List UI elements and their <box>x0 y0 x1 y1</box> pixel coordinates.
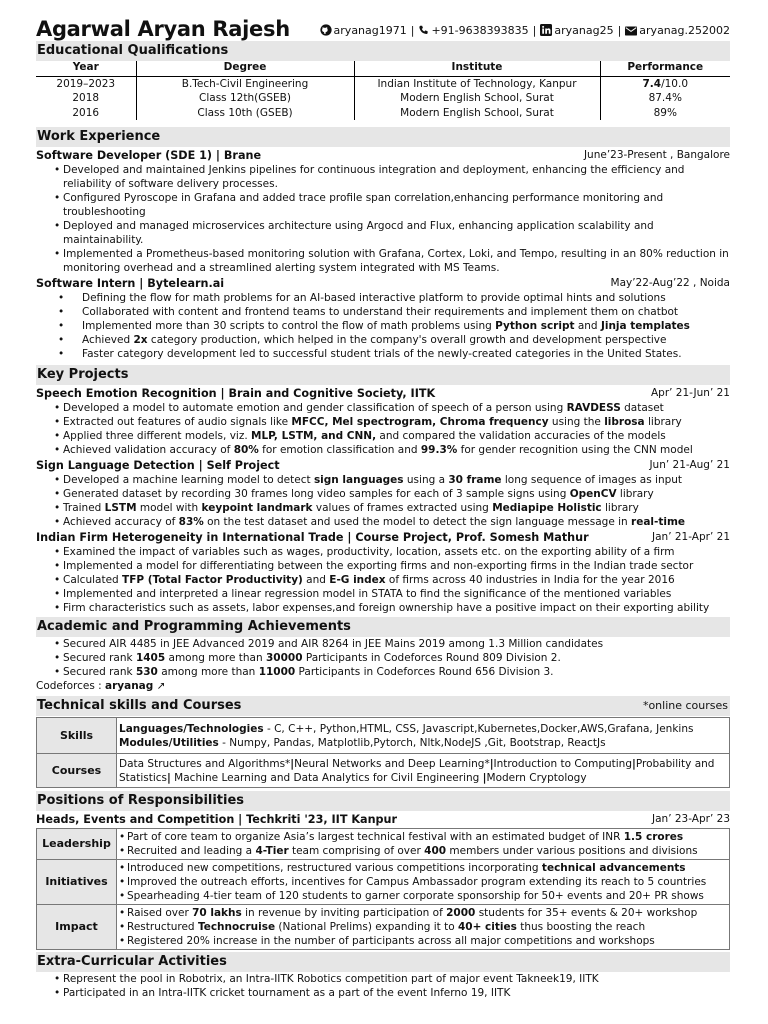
github-icon <box>320 24 332 38</box>
section-title: Work Experience <box>37 129 161 144</box>
list-item: • Part of core team to organize Asia’s largest technical festival with an estimated budget of INR 1.5 crores <box>119 830 727 844</box>
extracurricular-bullets <box>36 972 730 1000</box>
list-item: • Firm characteristics such as assets, labor expenses,and foreign ownership have a positive impact on their exporting ability <box>54 601 730 615</box>
job-date: June’23-Present , Bangalore <box>583 149 730 161</box>
section-skills <box>36 696 730 716</box>
list-item: • Extracted out features of audio signals like MFCC, Mel spectrogram, Chroma frequency using the librosa library <box>54 415 730 429</box>
candidate-name: Agarwal Aryan Rajesh <box>36 17 290 41</box>
table-row <box>37 754 730 788</box>
email-address[interactable]: aryanag.252002 <box>639 23 730 37</box>
list-item: • Registered 20% increase in the number of participants across all major competitions and workshops <box>119 934 727 948</box>
project-name: Sign Language Detection | Self Project <box>36 459 280 472</box>
section-title: Key Projects <box>37 367 129 382</box>
col-performance: Performance <box>600 61 730 76</box>
col-institute: Institute <box>354 61 600 76</box>
courses-label: Courses <box>37 754 117 788</box>
table-row <box>36 76 730 91</box>
list-item: • Deployed and managed microservices architecture using Argocd and Flux, enhancing application scalability and maintainability. <box>54 219 730 247</box>
section-achievements <box>36 617 730 637</box>
initiatives-label: Initiatives <box>37 860 117 905</box>
skills-content: Languages/Technologies - C, C++, Python,HTML, CSS, Javascript,Kubernetes,Docker,AWS,Grafana, Jenkins Modules/Utilities - Numpy, Pandas, Matplotlib,Pytorch, Nltk,NodeJS ,Git, Bootstrap, ReactJs <box>117 718 730 754</box>
list-item: • Achieved accuracy of 83% on the test dataset and used the model to detect the sign language message in real-time <box>54 515 730 529</box>
list-item: • Defining the flow for math problems for an AI-based interactive platform to provide optimal hints and solutions <box>74 291 730 305</box>
project-date: Jun’ 21-Aug’ 21 <box>649 459 730 471</box>
impact-content <box>117 905 730 950</box>
edu-degree: Class 10th (GSEB) <box>136 106 354 121</box>
edu-institute: Indian Institute of Technology, Kanpur <box>354 76 600 91</box>
section-education <box>36 41 730 61</box>
project-date: Apr’ 21-Jun’ 21 <box>650 387 730 399</box>
table-row <box>37 718 730 754</box>
leadership-label: Leadership <box>37 829 117 860</box>
skills-label: Skills <box>37 718 117 754</box>
section-title: Academic and Programming Achievements <box>37 619 351 634</box>
impact-label: Impact <box>37 905 117 950</box>
col-degree: Degree <box>136 61 354 76</box>
edu-institute: Modern English School, Surat <box>354 91 600 106</box>
leadership-content <box>117 829 730 860</box>
list-item: • Implemented a model for differentiating between the exporting firms and non-exporting firms in the Indian trade sector <box>54 559 730 573</box>
job-date: May’22-Aug’22 , Noida <box>610 277 730 289</box>
section-title: Educational Qualifications <box>37 43 229 58</box>
codeforces-link[interactable]: aryanag <box>105 680 154 692</box>
section-work <box>36 127 730 147</box>
job-role: Software Developer (SDE 1) | Brane <box>36 149 262 162</box>
list-item: • Raised over 70 lakhs in revenue by inviting participation of 2000 students for 35+ events & 20+ workshop <box>119 906 727 920</box>
section-projects <box>36 365 730 385</box>
edu-institute: Modern English School, Surat <box>354 106 600 121</box>
codeforces-line <box>36 679 730 693</box>
edu-year: 2018 <box>72 92 100 104</box>
section-title: Extra-Curricular Activities <box>37 954 227 969</box>
project-heading <box>36 386 730 401</box>
edu-degree: Class 12th(GSEB) <box>136 91 354 106</box>
initiatives-content <box>117 860 730 905</box>
resume-page <box>36 10 730 1000</box>
list-item: • Recruited and leading a 4-Tier team comprising of over 400 members under various positions and divisions <box>119 844 727 858</box>
position-date: Jan’ 23-Apr’ 23 <box>652 813 730 825</box>
list-item: • Introduced new competitions, restructured various competitions incorporating technical advancements <box>119 861 727 875</box>
job-heading <box>36 148 730 163</box>
github-handle[interactable]: aryanag1971 <box>333 23 407 37</box>
list-item: • Configured Pyroscope in Grafana and added trace profile span correlation,enhancing performance monitoring and troubleshooting <box>54 191 730 219</box>
list-item: • Achieved 2x category production, which helped in the company's overall growth and development perspective <box>74 333 730 347</box>
contact-separator: | <box>410 23 415 37</box>
education-table <box>36 61 730 120</box>
list-item: • Spearheading 4-tier team of 120 students to garner corporate sponsorship for 50+ events and 20+ PR shows <box>119 889 727 903</box>
edu-year: 2016 <box>72 106 100 119</box>
table-row <box>37 829 730 860</box>
list-item: • Developed a machine learning model to detect sign languages using a 30 frame long sequence of images as input <box>54 473 730 487</box>
project-date: Jan’ 21-Apr’ 21 <box>652 531 730 543</box>
list-item: • Restructured Technocruise (National Prelims) expanding it to 40+ cities thus boosting the reach <box>119 920 727 934</box>
email-icon <box>625 24 637 38</box>
list-item: • Participated in an Intra-IITK cricket tournament as a part of the event Inferno 19, IITK <box>54 986 730 1000</box>
section-extracurricular <box>36 952 730 972</box>
project-bullets <box>36 473 730 529</box>
col-year: Year <box>36 61 136 76</box>
list-item: • Implemented more than 30 scripts to control the flow of math problems using Python script and Jinja templates <box>74 319 730 333</box>
contact-bar <box>320 24 730 40</box>
section-positions <box>36 791 730 811</box>
codeforces-label: Codeforces : <box>36 680 106 692</box>
linkedin-handle[interactable]: aryanag25 <box>554 23 614 37</box>
list-item: • Improved the outreach efforts, incentives for Campus Ambassador program extending its reach to 5 countries <box>119 875 727 889</box>
edu-cpi: 7.4 <box>642 77 662 90</box>
list-item: • Faster category development led to successful student trials of the newly-created categories in the United States. <box>74 347 730 361</box>
contact-separator: | <box>532 23 537 37</box>
project-heading <box>36 458 730 473</box>
position-heading <box>36 812 730 827</box>
list-item: • Implemented a Prometheus-based monitoring solution with Grafana, Cortex, Loki, and Tempo, resulting in an 80% reduction in monitoring overhead and a streamlined alerting system integrated with MS Teams. <box>54 247 730 275</box>
job-bullets <box>36 291 730 361</box>
job-role: Software Intern | Bytelearn.ai <box>36 277 225 290</box>
courses-content: Data Structures and Algorithms*|Neural Networks and Deep Learning*|Introduction to Computing|Probability and Statistics| Machine Learning and Data Analytics for Civil Engineering |Modern Cryptology <box>117 754 730 788</box>
online-courses-note: *online courses <box>642 699 728 712</box>
list-item: • Calculated TFP (Total Factor Productivity) and E-G index of firms across 40 industries in India for the year 2016 <box>54 573 730 587</box>
edu-cpi-scale: /10.0 <box>661 77 689 90</box>
job-bullets <box>36 163 730 275</box>
linkedin-icon <box>540 24 552 38</box>
contact-separator: | <box>617 23 622 37</box>
resume-header <box>36 10 730 40</box>
list-item: • Trained LSTM model with keypoint landmark values of frames extracted using Mediapipe Holistic library <box>54 501 730 515</box>
positions-table <box>36 828 730 950</box>
list-item: • Generated dataset by recording 30 frames long video samples for each of 3 sample signs using OpenCV library <box>54 487 730 501</box>
project-bullets <box>36 401 730 457</box>
achievement-bullets <box>36 637 730 679</box>
list-item: • Secured AIR 4485 in JEE Advanced 2019 and AIR 8264 in JEE Mains 2019 among 1.3 Million candidates <box>54 637 730 651</box>
section-title: Technical skills and Courses <box>37 698 242 713</box>
list-item: • Collaborated with content and frontend teams to understand their requirements and implement them on chatbot <box>74 305 730 319</box>
list-item: • Developed and maintained Jenkins pipelines for continuous integration and deployment, enhancing the efficiency and reliability of software delivery processes. <box>54 163 730 191</box>
table-row <box>36 91 730 106</box>
list-item: • Developed a model to automate emotion and gender classification of speech of a person using RAVDESS dataset <box>54 401 730 415</box>
project-bullets <box>36 545 730 615</box>
table-row <box>36 106 730 121</box>
list-item: • Secured rank 530 among more than 11000 Participants in Codeforces Round 656 Division 3. <box>54 665 730 679</box>
skills-table <box>36 717 730 788</box>
edu-degree: B.Tech-Civil Engineering <box>136 76 354 91</box>
project-name: Speech Emotion Recognition | Brain and Cognitive Society, IITK <box>36 387 436 400</box>
phone-number[interactable]: +91-9638393835 <box>431 23 529 37</box>
section-title: Positions of Responsibilities <box>37 793 245 808</box>
edu-performance <box>600 76 730 91</box>
table-row <box>37 905 730 950</box>
list-item: • Secured rank 1405 among more than 30000 Participants in Codeforces Round 809 Division 2. <box>54 651 730 665</box>
external-link-icon: ↗ <box>156 680 166 692</box>
edu-year: 2019–2023 <box>56 77 116 90</box>
list-item: • Examined the impact of variables such as wages, productivity, location, assets etc. on the exporting ability of a firm <box>54 545 730 559</box>
edu-performance: 89% <box>600 106 730 121</box>
project-heading <box>36 530 730 545</box>
list-item: • Implemented and interpreted a linear regression model in STATA to find the significance of the mentioned variables <box>54 587 730 601</box>
job-heading <box>36 276 730 291</box>
phone-icon <box>418 24 429 38</box>
list-item: • Achieved validation accuracy of 80% for emotion classification and 99.3% for gender recognition using the CNN model <box>54 443 730 457</box>
table-row <box>37 860 730 905</box>
list-item: • Represent the pool in Robotrix, an Intra-IITK Robotics competition part of major event Takneek19, IITK <box>54 972 730 986</box>
edu-performance: 87.4% <box>600 91 730 106</box>
project-name: Indian Firm Heterogeneity in International Trade | Course Project, Prof. Somesh Mathur <box>36 531 589 544</box>
position-name: Heads, Events and Competition | Techkriti '23, IIT Kanpur <box>36 813 398 826</box>
list-item: • Applied three different models, viz. MLP, LSTM, and CNN, and compared the validation accuracies of the models <box>54 429 730 443</box>
